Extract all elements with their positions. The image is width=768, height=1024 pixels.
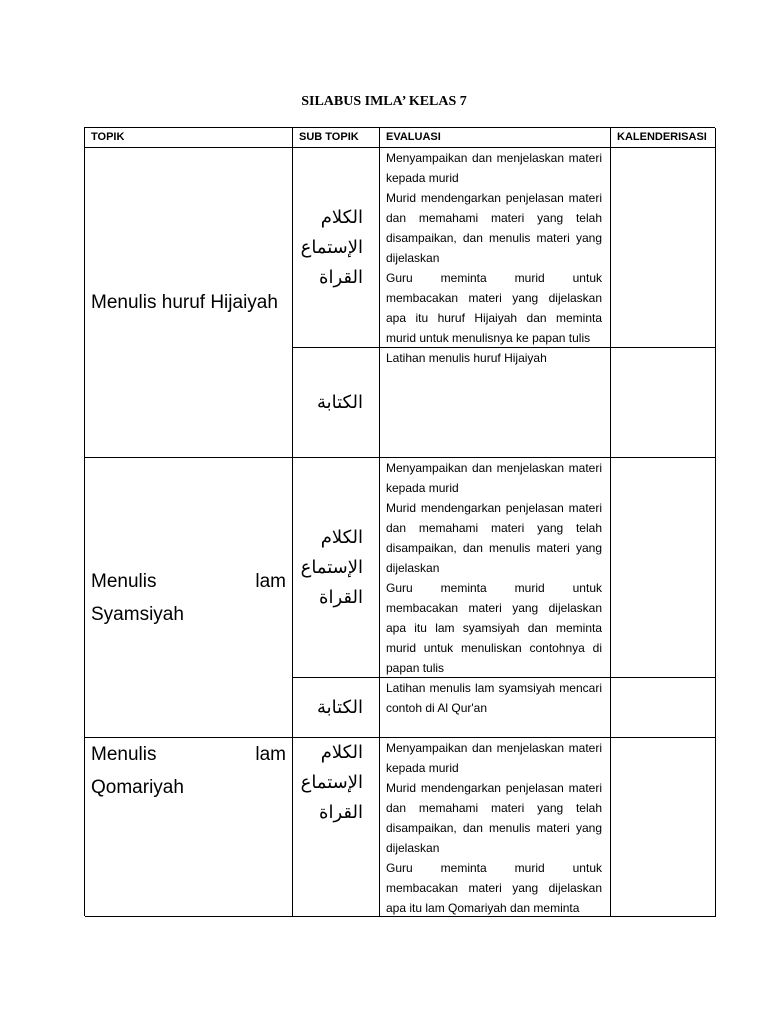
sub-topic-cell	[293, 458, 380, 678]
evaluation-item: Murid mendengarkan penjelasan materi dan memahami materi yang telah disampaikan, dan menulis materi yang dijelaskan	[386, 501, 602, 575]
calendar-cell	[611, 148, 716, 348]
sub-topic-cell	[293, 348, 380, 458]
syllabus-table	[84, 127, 715, 916]
sub-topic-cell	[293, 148, 380, 348]
sub-topic-arabic: الإستماع	[300, 556, 363, 578]
sub-topic-arabic: الكتابة	[316, 391, 363, 413]
evaluation-cell	[380, 458, 611, 678]
evaluation-item: Guru meminta murid untuk membacakan materi yang dijelaskan apa itu lam syamsiyah dan meminta murid untuk menuliskan contohnya di papan tulis	[386, 581, 602, 675]
calendar-cell	[611, 458, 716, 678]
sub-topic-arabic: الكلام	[320, 526, 363, 548]
sub-topic-arabic: القراة	[319, 586, 363, 608]
evaluation-cell	[380, 678, 611, 738]
evaluation-item: Latihan menulis huruf Hijaiyah	[386, 351, 547, 365]
topic-text: Menulis huruf Hijaiyah	[91, 292, 278, 313]
column-header-sub-topik: SUB TOPIK	[293, 128, 380, 148]
sub-topic-cell	[293, 738, 380, 917]
evaluation-item: Menyampaikan dan menjelaskan materi kepada murid	[386, 151, 602, 185]
sub-topic-arabic: الكلام	[320, 206, 363, 228]
column-header-evaluasi: EVALUASI	[380, 128, 611, 148]
evaluation-item: Murid mendengarkan penjelasan materi dan memahami materi yang telah disampaikan, dan menulis materi yang dijelaskan	[386, 191, 602, 265]
document-title: SILABUS IMLA’ KELAS 7	[301, 94, 467, 109]
calendar-cell	[611, 678, 716, 738]
sub-topic-arabic: القراة	[319, 802, 363, 823]
evaluation-item: Menyampaikan dan menjelaskan materi kepada murid	[386, 741, 602, 775]
topic-cell	[85, 148, 293, 458]
calendar-cell	[611, 738, 716, 917]
column-header-topik: TOPIK	[85, 128, 293, 148]
column-header-kalenderisasi: KALENDERISASI	[611, 128, 716, 148]
sub-topic-cell	[293, 678, 380, 738]
sub-topic-arabic: الكتابة	[316, 696, 363, 718]
evaluation-item: Menyampaikan dan menjelaskan materi kepada murid	[386, 461, 602, 495]
sub-topic-arabic: الإستماع	[300, 236, 363, 258]
sub-topic-arabic: الإستماع	[300, 772, 363, 793]
evaluation-cell	[380, 738, 611, 917]
sub-topic-arabic: القراة	[319, 266, 363, 288]
evaluation-item: Latihan menulis lam syamsiyah mencari contoh di Al Qur'an	[386, 681, 602, 715]
evaluation-cell	[380, 348, 611, 458]
topic-text: Menulis lam Syamsiyah	[91, 570, 286, 625]
evaluation-item: Guru meminta murid untuk membacakan materi yang dijelaskan apa itu huruf Hijaiyah dan meminta murid untuk menulisnya ke papan tulis	[386, 271, 602, 345]
topic-cell	[85, 458, 293, 738]
topic-cell	[85, 738, 293, 917]
sub-topic-arabic: الكلام	[320, 742, 363, 763]
topic-text: Menulis lam Qomariyah	[91, 744, 286, 798]
evaluation-cell	[380, 148, 611, 348]
evaluation-item: Murid mendengarkan penjelasan materi dan memahami materi yang telah disampaikan, dan menulis materi yang dijelaskan	[386, 781, 602, 855]
calendar-cell	[611, 348, 716, 458]
evaluation-item: Guru meminta murid untuk membacakan materi yang dijelaskan apa itu lam Qomariyah dan meminta	[386, 861, 602, 915]
